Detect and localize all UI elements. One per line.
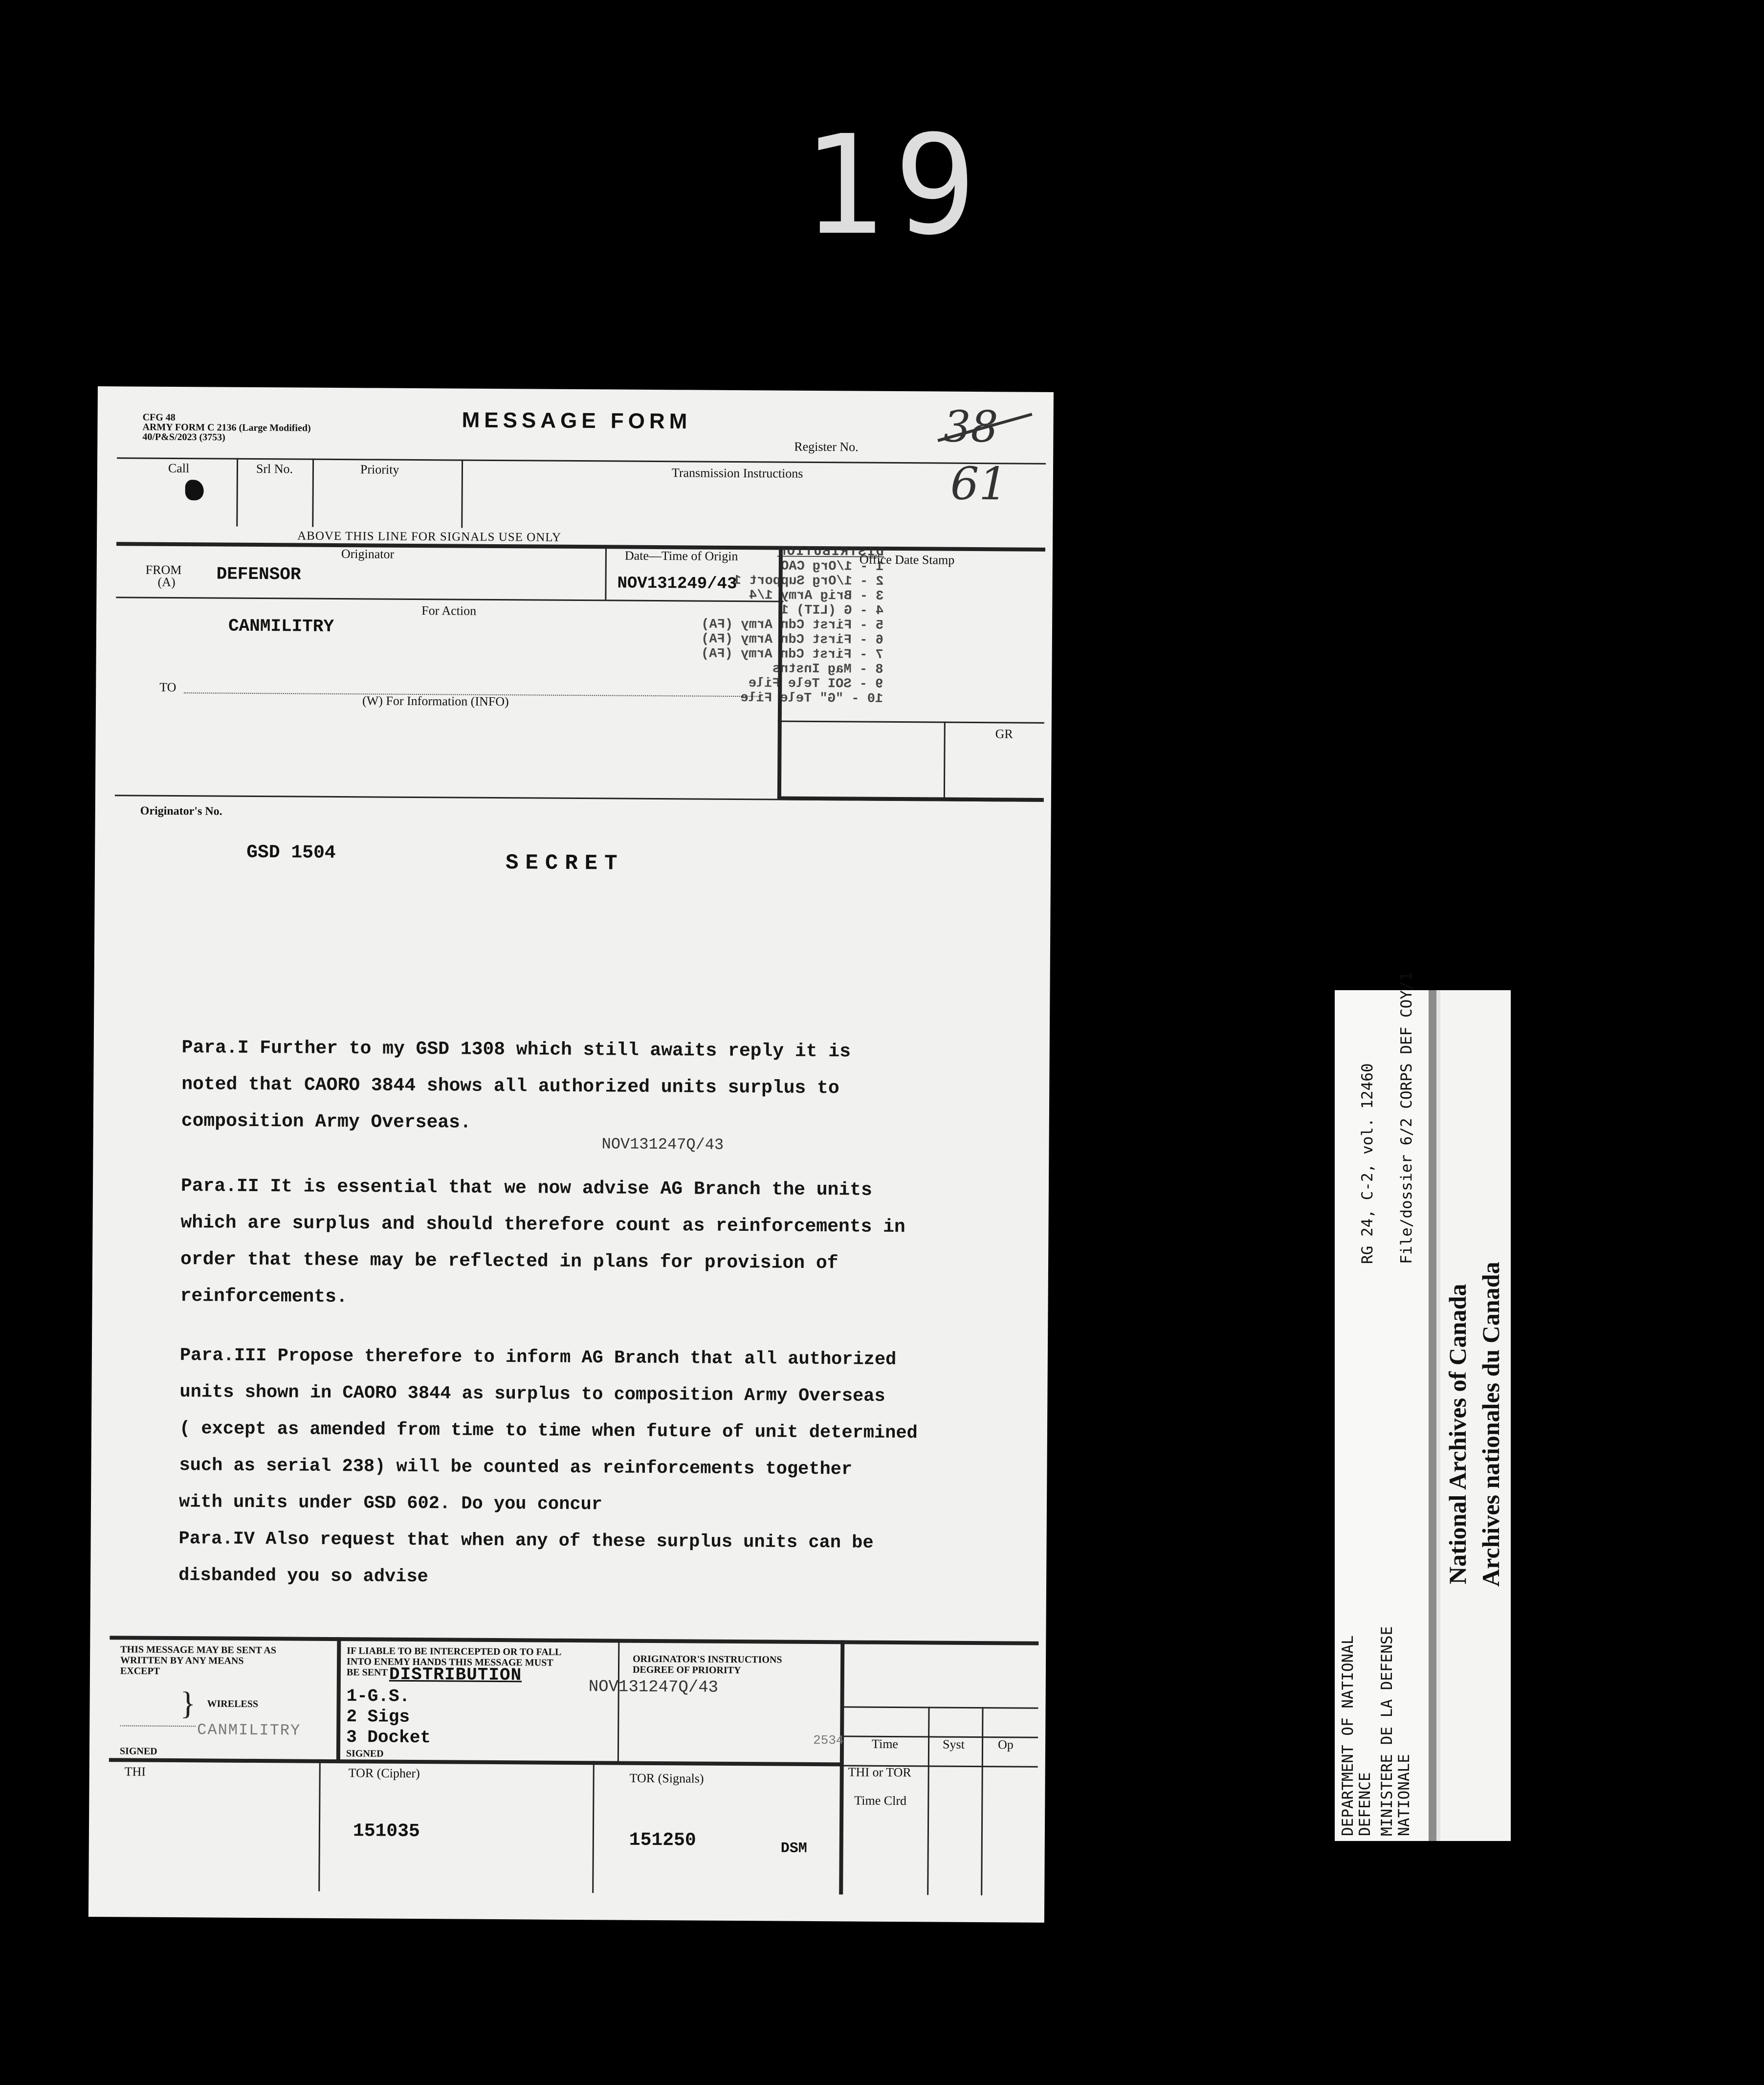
initials: DSM [780, 1840, 807, 1857]
dto-value: NOV131249/43 [617, 574, 737, 594]
label-dept-fr: MINISTERE DE LA DEFENSE NATIONALE [1378, 1626, 1413, 1836]
label-archives-en: National Archives of Canada [1444, 1284, 1471, 1584]
originator-label: Originator [341, 547, 395, 561]
for-action-label: For Action [421, 603, 477, 618]
classification: SECRET [505, 851, 624, 876]
priority-label: Priority [360, 462, 399, 477]
time-label: Time [871, 1736, 899, 1752]
body-line-5: Para.II It is essential that we now advise AG Branch the units [180, 1176, 872, 1201]
archive-label [1335, 972, 1511, 1841]
originators-no-label: Originator's No. [140, 804, 222, 818]
body-line-14: Para.IV Also request that when any of these surplus units can be [178, 1529, 874, 1553]
sent-text-3: EXCEPT [120, 1665, 160, 1677]
op-label: Op [997, 1737, 1014, 1752]
body-line-2: noted that CAORO 3844 shows all authorized units surplus to [181, 1074, 839, 1099]
body-line-12: such as serial 238) will be counted as reinforcements together [179, 1455, 853, 1480]
form-code-3: 40/P&S/2023 (3753) [142, 431, 225, 443]
body-line-15: disbanded you so advise [178, 1565, 428, 1588]
stamp-label: Office Date Stamp [859, 552, 955, 567]
distribution-2: 2 Sigs [346, 1707, 410, 1727]
intercept-text-3: BE SENT [346, 1667, 388, 1678]
info-label: (W) For Information (INFO) [362, 693, 509, 709]
call-label: Call [168, 461, 190, 476]
label-archives-fr: Archives nationales du Canada [1477, 1262, 1504, 1587]
sent-text-2: WRITTEN BY ANY MEANS [120, 1655, 244, 1666]
label-rg-ref: RG 24, C-2, vol. 12460 [1359, 1063, 1376, 1264]
body-line-9: Para.III Propose therefore to inform AG Branch that all authorized [179, 1345, 897, 1371]
syst-label: Syst [942, 1737, 965, 1752]
tor-signals-value: 151250 [629, 1829, 696, 1851]
register-no: 61 [950, 457, 1008, 510]
mirrored-distribution: DISTRIBUTION 1 - 1/Org CAO 2 - 1/Org Support 1 3 - Brig Army 1/4 4 - G (LIT) 1 5 - First Cdn Army (FA) 6 - First Cdn Army (FA) 7 - First Cdn Army (FA) 8 - Mag Instns 9 - SOI Tele File 10 - "G" Tele File [701, 544, 884, 707]
body-line-10: units shown in CAORO 3844 as surplus to composition Army Overseas [179, 1382, 885, 1407]
body-date-stamp: NOV131247Q/43 [601, 1135, 724, 1154]
dto-label: Date—Time of Origin [624, 548, 738, 564]
body-line-11: ( except as amended from time to time when future of unit determined [179, 1419, 918, 1444]
originators-no: GSD 1504 [246, 842, 336, 864]
transmission-label: Transmission Instructions [671, 466, 803, 481]
body-line-8: reinforcements. [180, 1286, 348, 1308]
tor-cipher-value: 151035 [353, 1820, 420, 1842]
form-code-2: ARMY FORM C 2136 (Large Modified) [142, 421, 311, 434]
intercept-text-2: INTO ENEMY HANDS THIS MESSAGE MUST [347, 1656, 553, 1668]
from-label: FROM [145, 562, 182, 577]
num-2534: 2534 [813, 1732, 844, 1748]
time-clrd-label: Time Clrd [854, 1793, 907, 1808]
orig-instr-1: ORIGINATOR'S INSTRUCTIONS [633, 1653, 782, 1665]
thi-label: THI [124, 1764, 146, 1779]
label-file-ref: File/dossier 6/2 CORPS DEF COY/1 [1398, 972, 1415, 1264]
distribution-title: DISTRIBUTION [389, 1664, 522, 1686]
wireless-label: WIRELESS [207, 1698, 259, 1710]
label-dept-en: DEPARTMENT OF NATIONAL DEFENCE [1339, 1635, 1374, 1836]
body-line-13: with units under GSD 602. Do you concur [178, 1492, 603, 1515]
from-sub-label: (A) [157, 575, 176, 589]
body-line-1: Para.I Further to my GSD 1308 which still awaits reply it is [181, 1037, 851, 1063]
register-label: Register No. [794, 439, 859, 454]
srl-label: Srl No. [256, 461, 293, 476]
body-line-7: order that these may be reflected in plans for provision of [180, 1249, 838, 1274]
canmilitry-stamp: CANMILITRY [197, 1721, 301, 1740]
signed-label-2: SIGNED [346, 1748, 384, 1759]
tor-signals-label: TOR (Signals) [629, 1771, 704, 1786]
sent-text-1: THIS MESSAGE MAY BE SENT AS [120, 1644, 277, 1656]
gr-label: GR [995, 727, 1013, 741]
punch-mark [185, 480, 204, 500]
thi-tor-label: THI or TOR [848, 1765, 911, 1780]
register-no-struck: 38 [943, 401, 998, 452]
form-code-1: CFG 48 [142, 412, 176, 423]
signed-label-1: SIGNED [119, 1746, 157, 1757]
signals-line: ABOVE THIS LINE FOR SIGNALS USE ONLY [297, 529, 562, 544]
form-title: MESSAGE FORM [462, 408, 692, 434]
to-label: TO [159, 680, 176, 694]
footer-nov-stamp: NOV131247Q/43 [588, 1678, 719, 1697]
to-value: CANMILITRY [228, 616, 334, 637]
from-value: DEFENSOR [216, 564, 301, 585]
frame-number: 19 [802, 106, 987, 266]
message-form-sheet [88, 386, 1054, 1923]
distribution-1: 1-G.S. [346, 1686, 410, 1707]
body-line-6: which are surplus and should therefore count as reinforcements in [180, 1212, 905, 1238]
distribution-3: 3 Docket [346, 1727, 431, 1748]
orig-instr-2: DEGREE OF PRIORITY [632, 1664, 741, 1676]
tor-cipher-label: TOR (Cipher) [348, 1766, 420, 1781]
brace: } [180, 1686, 196, 1722]
intercept-text-1: IF LIABLE TO BE INTERCEPTED OR TO FALL [347, 1645, 562, 1658]
body-line-3: composition Army Overseas. [181, 1110, 471, 1133]
